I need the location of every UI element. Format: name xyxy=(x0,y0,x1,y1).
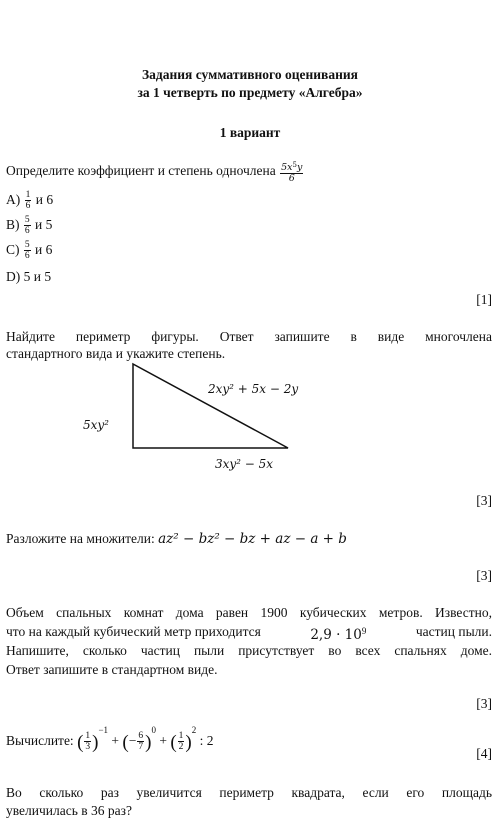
variant-title: 1 вариант xyxy=(219,125,281,140)
task1-option-d: D) 5 и 5 xyxy=(6,269,52,284)
task4-dust-count: $2,9 \cdot 10^9$ xyxy=(310,626,367,643)
triangle-shape xyxy=(133,364,288,448)
task5-question: Вычислите: ( $\frac{1}{3}$ )$^{-1}$ + (− $\frac{6}{7}$ )$^0$ + ( $\frac{1}{2}$ )$^2$ : 2 xyxy=(6,725,214,753)
task4-line-2: что на каждый кубический метр приходится $2,9 \cdot 10^9$ частиц пыли. xyxy=(6,624,492,643)
triangle-hypotenuse-label: 2xy² + 5x − 2y xyxy=(208,382,299,396)
task3-text: Разложите на множители: xyxy=(6,531,155,546)
task1-text: Определите коэффициент и степень одночлена xyxy=(6,163,276,179)
task2-score: [3] xyxy=(476,493,492,508)
option-fraction: $\frac{5}{6}$ xyxy=(24,215,30,237)
task1-option-b: B) $\frac{5}{6}$ и 5 xyxy=(6,215,53,237)
task4-score: [3] xyxy=(476,696,492,711)
task5-text: Вычислите: xyxy=(6,733,74,748)
header-line-2: за 1 четверть по предмету «Алгебра» xyxy=(137,85,363,100)
task5-score: [4] xyxy=(476,746,492,761)
task1-option-c: C) $\frac{5}{6}$ и 6 xyxy=(6,240,53,262)
triangle-bottom-label: 3xy² − 5x xyxy=(215,457,274,471)
option-fraction: $\frac{5}{6}$ xyxy=(24,240,30,262)
task6-line-1: Во сколько раз увеличится периметр квадрата, если его площадь xyxy=(6,785,492,800)
task4-line-1: Объем спальных комнат дома равен 1900 кубических метров. Известно, xyxy=(6,605,492,620)
task2-line-2: стандартного вида и укажите степень. xyxy=(6,346,226,361)
task6-line-2: увеличилась в 36 раз? xyxy=(6,803,132,818)
header-line-1: Задания суммативного оценивания xyxy=(142,67,358,82)
task1-monomial: $\frac{5x^5y}{6}$ xyxy=(281,161,303,184)
triangle-left-label: 5xy² xyxy=(83,418,109,432)
task4-line-4: Ответ запишите в стандартном виде. xyxy=(6,662,218,677)
task3-question xyxy=(6,530,347,548)
task3-score: [3] xyxy=(476,568,492,583)
task1-score: [1] xyxy=(476,292,492,307)
option-fraction: $\frac{1}{6}$ xyxy=(25,190,31,212)
task3-expression: az² − bz² − bz + az − a + b xyxy=(158,531,347,547)
task4-line-3: Напишите, сколько частиц пыли присутствует во всех спальнях доме. xyxy=(6,643,492,658)
task2-line-1: Найдите периметр фигуры. Ответ запишите в виде многочлена xyxy=(6,329,492,344)
task1-option-a: A) $\frac{1}{6}$ и 6 xyxy=(6,190,54,212)
